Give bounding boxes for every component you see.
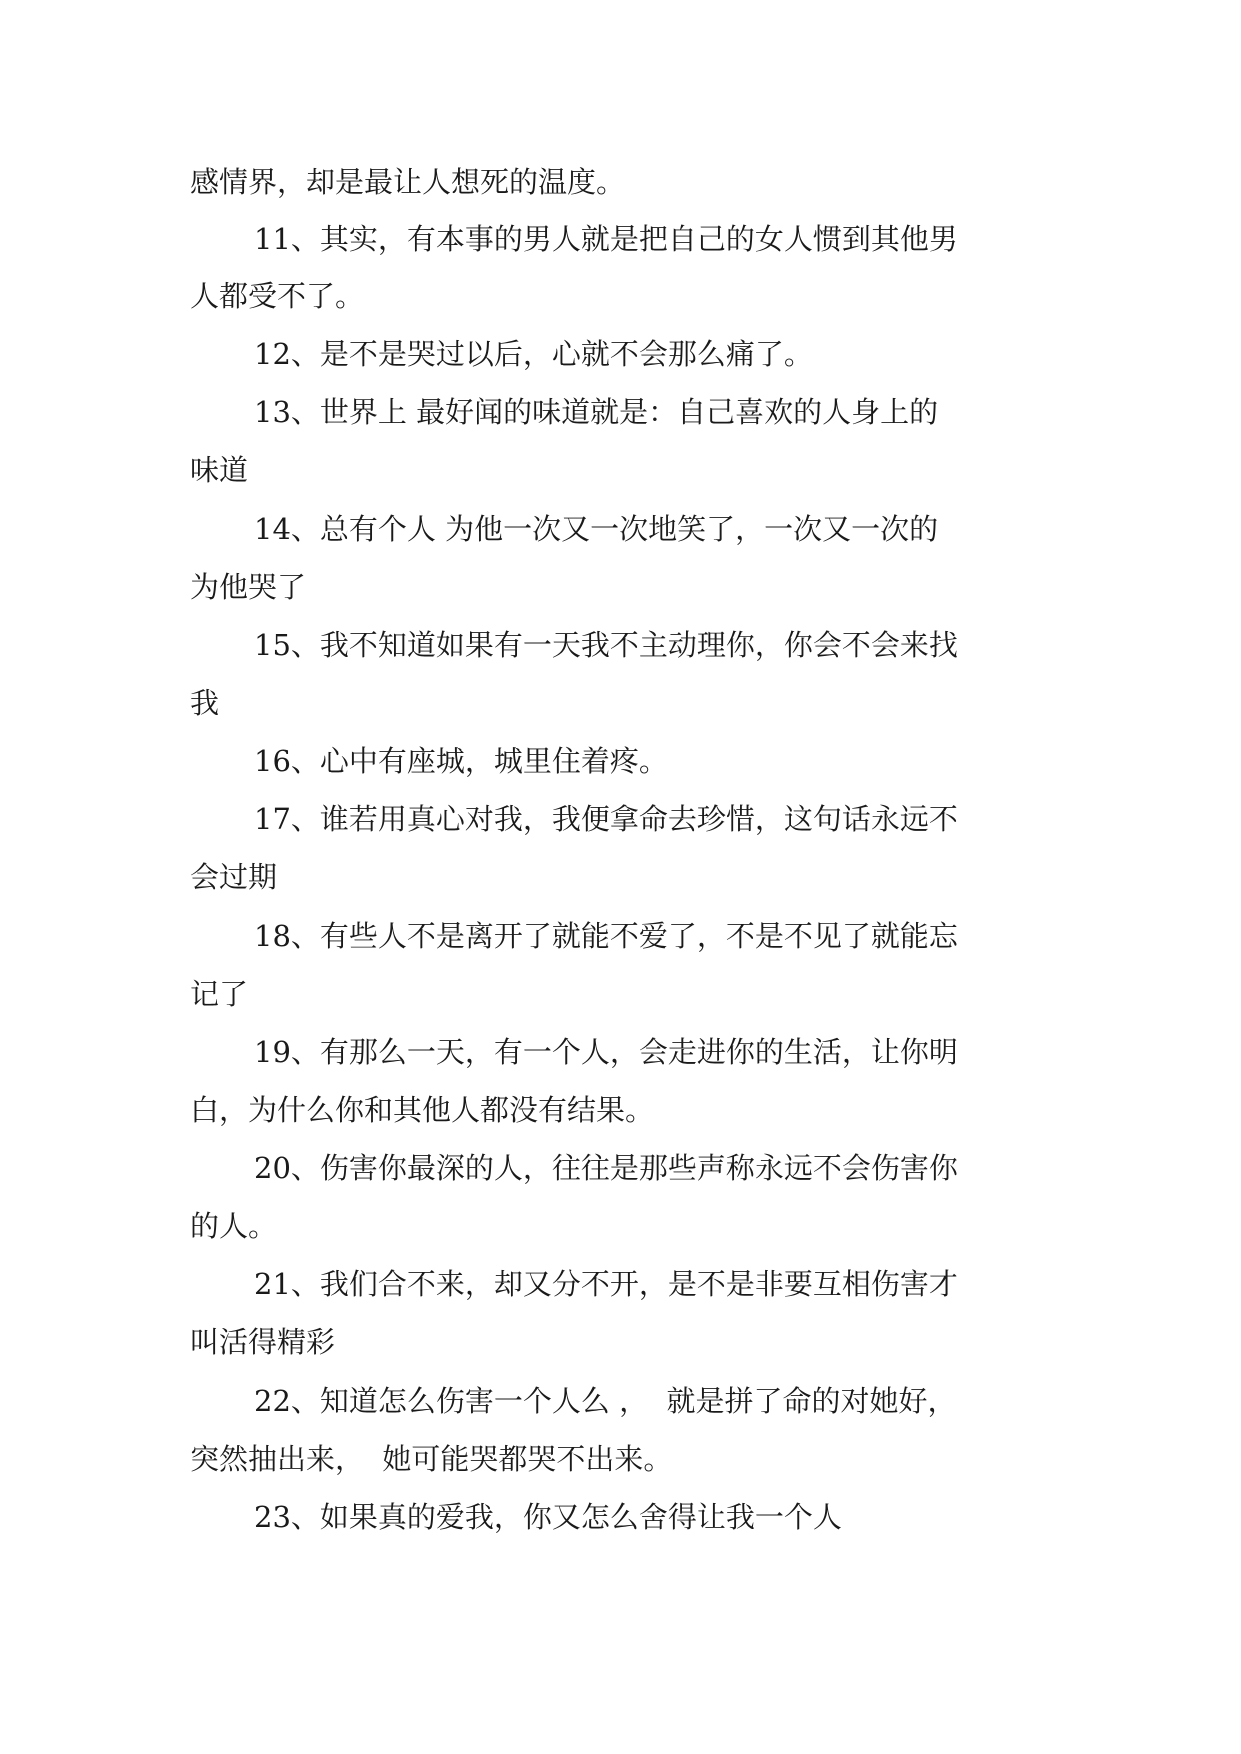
text-line: 15、我不知道如果有一天我不主动理你，你会不会来找: [254, 628, 958, 662]
text-line: 会过期: [190, 860, 278, 894]
text-line: 的人。: [190, 1209, 278, 1243]
text-line: 11、其实，有本事的男人就是把自己的女人惯到其他男: [254, 222, 958, 256]
text-line: 14、总有个人 为他一次又一次地笑了，一次又一次的: [254, 512, 939, 546]
text-line: 22、知道怎么伤害一个人么 ， 就是拼了命的对她好，: [254, 1384, 957, 1418]
text-line: 12、是不是哭过以后，心就不会那么痛了。: [254, 337, 813, 371]
text-line: 21、我们合不来，却又分不开，是不是非要互相伤害才: [254, 1267, 958, 1301]
text-line: 16、心中有座城，城里住着疼。: [254, 744, 668, 778]
text-line: 记了: [190, 977, 249, 1011]
text-line: 白，为什么你和其他人都没有结果。: [190, 1093, 655, 1127]
text-line: 17、谁若用真心对我，我便拿命去珍惜，这句话永远不: [254, 802, 958, 836]
text-line: 13、世界上 最好闻的味道就是：自己喜欢的人身上的: [254, 395, 939, 429]
text-line: 20、伤害你最深的人，往往是那些声称永远不会伤害你: [254, 1151, 958, 1185]
text-line: 18、有些人不是离开了就能不爱了，不是不见了就能忘: [254, 919, 958, 953]
text-line: 19、有那么一天，有一个人，会走进你的生活，让你明: [254, 1035, 958, 1069]
text-line: 为他哭了: [190, 570, 307, 604]
text-line: 叫活得精彩: [190, 1325, 336, 1359]
text-line: 感情界，却是最让人想死的温度。: [190, 165, 626, 199]
text-line: 突然抽出来， 她可能哭都哭不出来。: [190, 1442, 673, 1476]
text-line: 我: [190, 686, 220, 720]
text-line: 味道: [190, 453, 249, 487]
text-line: 人都受不了。: [190, 279, 365, 313]
text-line: 23、如果真的爱我，你又怎么舍得让我一个人: [254, 1500, 842, 1534]
